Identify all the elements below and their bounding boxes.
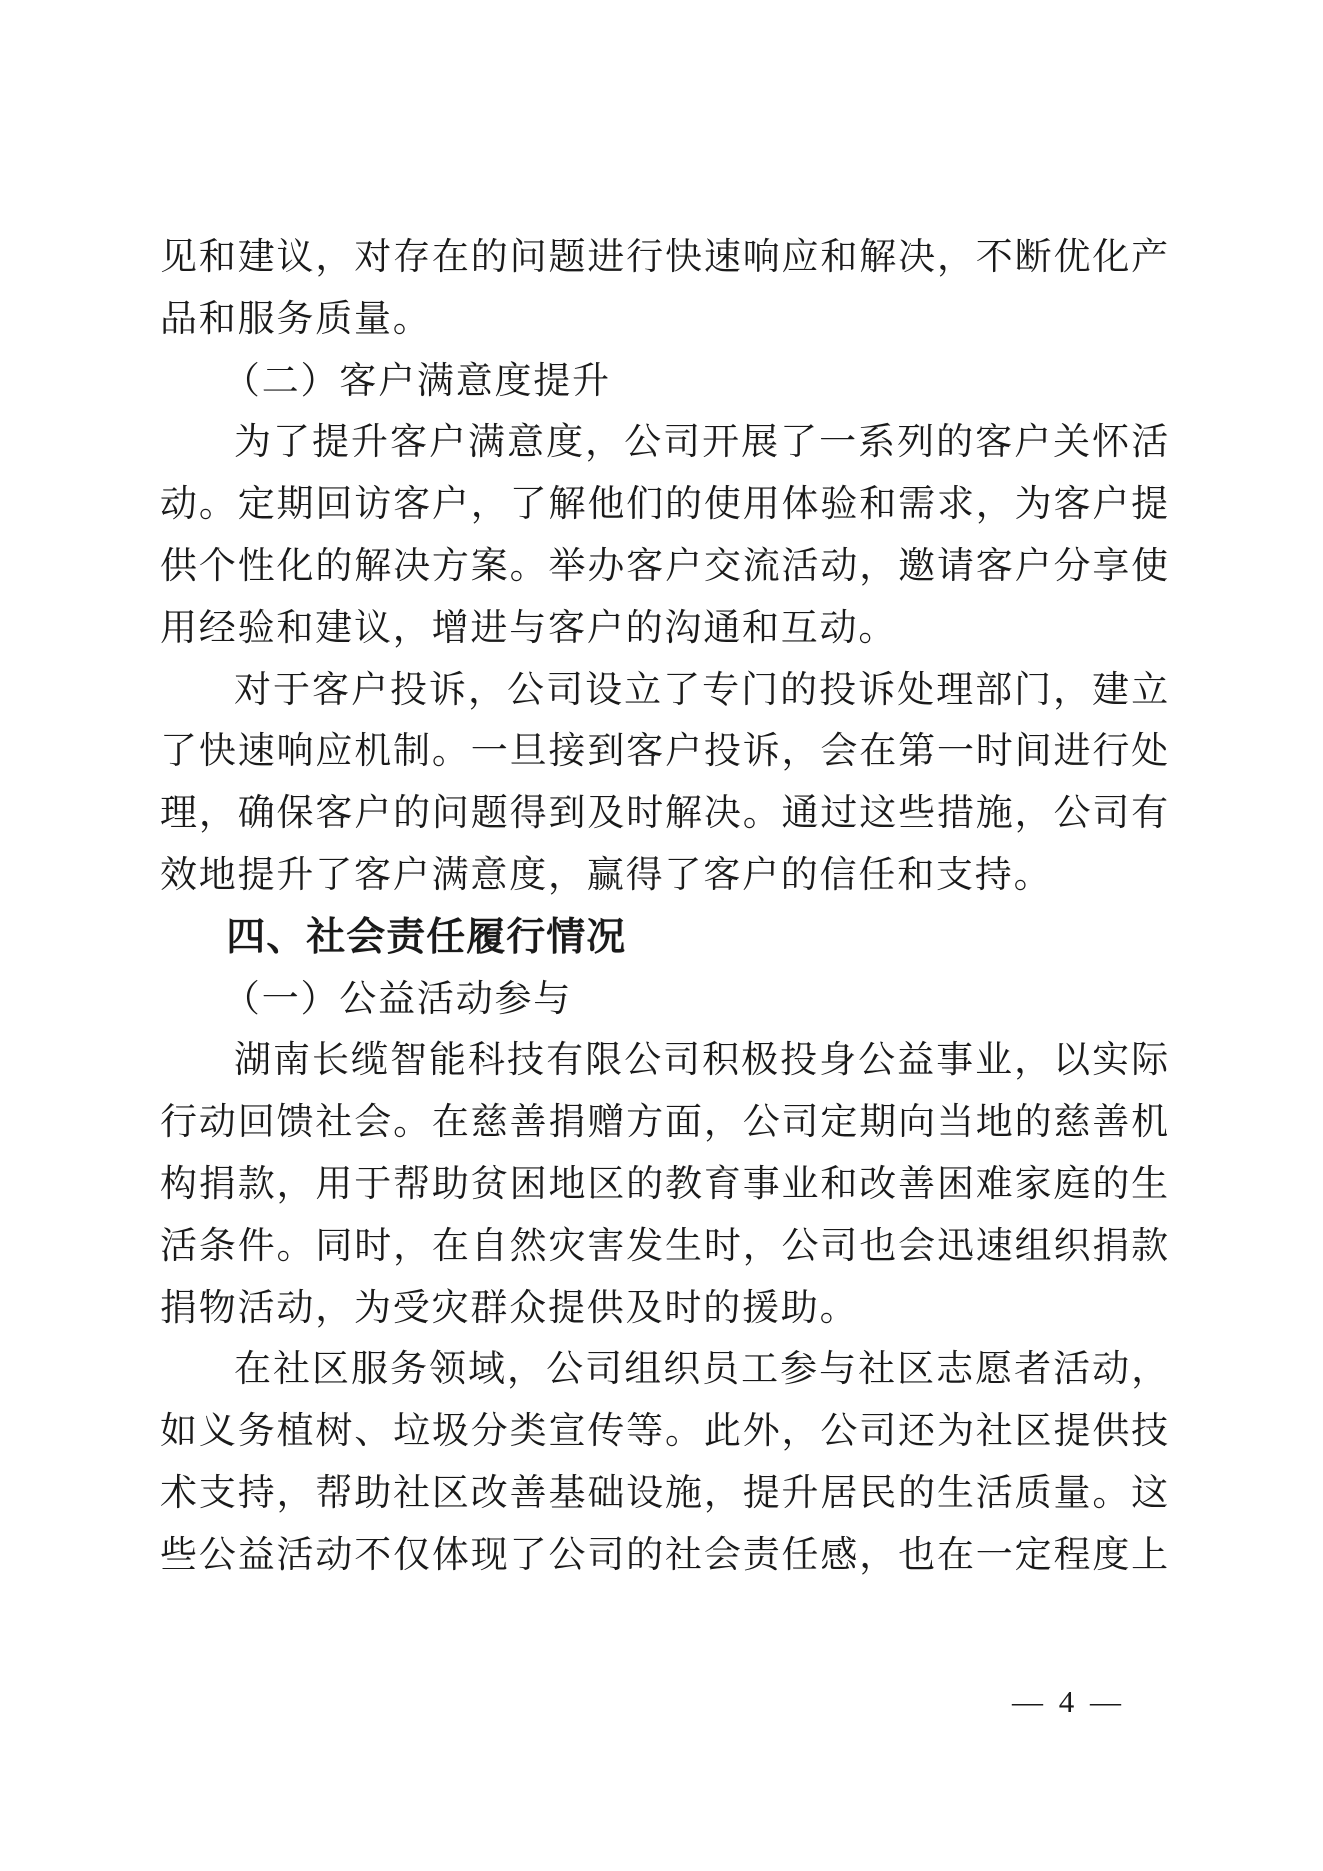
body-line: 效地提升了客户满意度，赢得了客户的信任和支持。: [160, 854, 1053, 896]
body-line: 用经验和建议，增进与客户的沟通和互动。: [160, 607, 898, 649]
body-line: 理，确保客户的问题得到及时解决。通过这些措施，公司有: [160, 793, 1170, 835]
page-number: — 4 —: [1012, 1684, 1125, 1719]
page-body-text: [160, 227, 1170, 1587]
body-line: 对于客户投诉，公司设立了专门的投诉处理部门，建立: [234, 669, 1170, 711]
body-line: 供个性化的解决方案。举办客户交流活动，邀请客户分享使: [160, 545, 1170, 587]
body-line: 术支持，帮助社区改善基础设施，提升居民的生活质量。这: [160, 1472, 1170, 1514]
section-heading: 四、社会责任履行情况: [226, 915, 627, 959]
subsection-heading: （一）公益活动参与: [222, 978, 573, 1020]
body-line: 为了提升客户满意度，公司开展了一系列的客户关怀活: [234, 422, 1170, 464]
body-line: 捐物活动，为受灾群众提供及时的援助。: [160, 1287, 859, 1329]
body-line: 了快速响应机制。一旦接到客户投诉，会在第一时间进行处: [160, 731, 1170, 773]
body-line: 品和服务质量。: [160, 298, 432, 340]
body-line: 湖南长缆智能科技有限公司积极投身公益事业，以实际: [234, 1040, 1170, 1082]
subsection-heading: （二）客户满意度提升: [222, 360, 611, 402]
body-line: 如义务植树、垃圾分类宣传等。此外，公司还为社区提供技: [160, 1411, 1170, 1453]
body-line: 行动回馈社会。在慈善捐赠方面，公司定期向当地的慈善机: [160, 1102, 1170, 1144]
body-line: 构捐款，用于帮助贫困地区的教育事业和改善困难家庭的生: [160, 1163, 1170, 1205]
body-line: 动。定期回访客户，了解他们的使用体验和需求，为客户提: [160, 484, 1170, 526]
body-line: 在社区服务领域，公司组织员工参与社区志愿者活动，: [234, 1349, 1170, 1391]
body-line: 些公益活动不仅体现了公司的社会责任感，也在一定程度上: [160, 1534, 1170, 1576]
body-line: 见和建议，对存在的问题进行快速响应和解决，不断优化产: [160, 237, 1170, 278]
body-line: 活条件。同时，在自然灾害发生时，公司也会迅速组织捐款: [160, 1225, 1170, 1267]
